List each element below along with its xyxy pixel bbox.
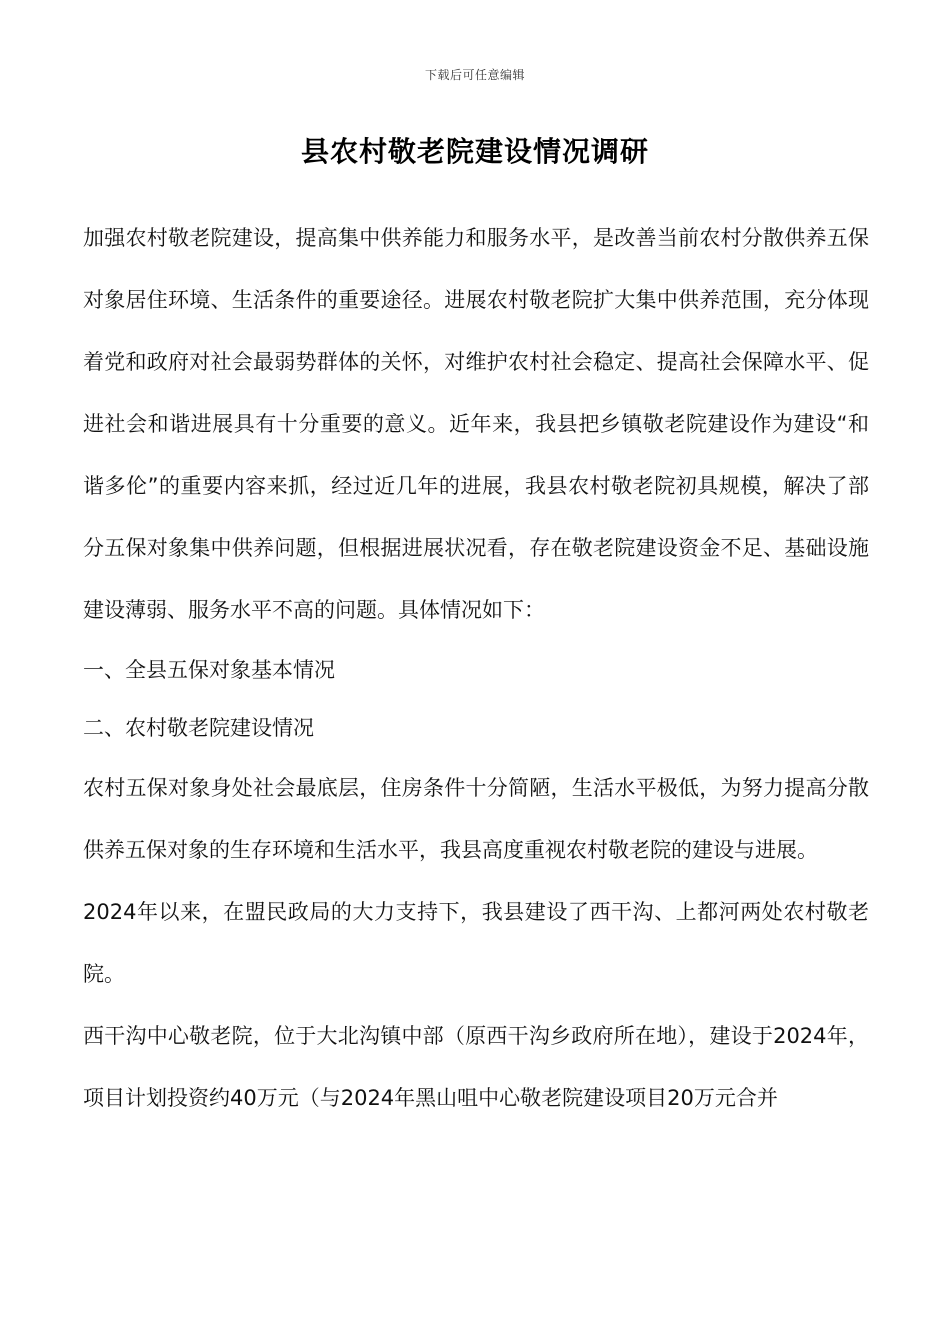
header-note: 下载后可任意编辑 (424, 68, 525, 82)
paragraph-xiganggou: 西干沟中心敬老院，位于大北沟镇中部（原西干沟乡政府所在地），建设于2024年，项目计划投资约40万元（与2024年黑山咀中心敬老院建设项目20万元合并 (83, 1024, 869, 1110)
document-body (83, 207, 869, 1129)
paragraph-overview: 农村五保对象身处社会最底层，住房条件十分简陋，生活水平极低，为努力提高分散供养五保对象的生存环境和生活水平，我县高度重视农村敬老院的建设与进展。 (83, 776, 869, 862)
paragraph-since-2024: 2024年以来，在盟民政局的大力支持下，我县建设了西干沟、上都河两处农村敬老院。 (83, 900, 869, 986)
document-title: 县农村敬老院建设情况调研 (300, 135, 649, 168)
section-heading-2: 二、农村敬老院建设情况 (83, 716, 314, 740)
paragraph-intro: 加强农村敬老院建设，提高集中供养能力和服务水平，是改善当前农村分散供养五保对象居住环境、生活条件的重要途径。进展农村敬老院扩大集中供养范围，充分体现着党和政府对社会最弱势群体的关怀，对维护农村社会稳定、提高社会保障水平、促进社会和谐进展具有十分重要的意义。近年来，我县把乡镇敬老院建设作为建设“和谐多伦”的重要内容来抓，经过近几年的进展，我县农村敬老院初具规模，解决了部分五保对象集中供养问题，但根据进展状况看，存在敬老院建设资金不足、基础设施建设薄弱、服务水平不高的问题。具体情况如下： (83, 226, 869, 622)
section-heading-1: 一、全县五保对象基本情况 (83, 658, 335, 682)
